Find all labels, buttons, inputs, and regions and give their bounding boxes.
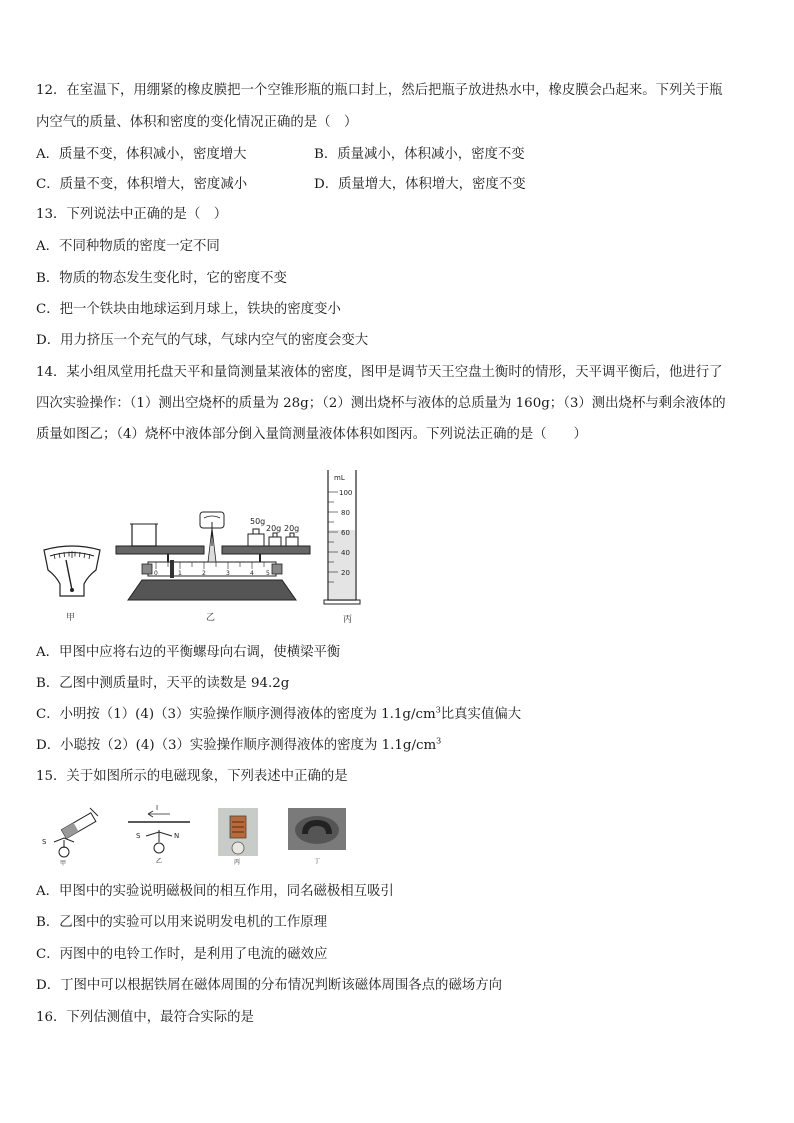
scale-num-5: 5 xyxy=(266,570,270,577)
fig15-bing-caption: 丙 xyxy=(234,859,241,866)
q13-stem: 13．下列说法中正确的是（ ） xyxy=(36,207,228,222)
q14-option-d-text: D．小聪按（2）(4)（3）实验操作顺序测得液体的密度为 1.1g/cm xyxy=(36,738,437,753)
current-wire-figure xyxy=(126,800,192,866)
q15-stem: 15．关于如图所示的电磁现象，下列表述中正确的是 xyxy=(36,769,348,784)
q15-option-d: D．丁图中可以根据铁屑在磁体周围的分布情况判断该磁体周围各点的磁场方向 xyxy=(36,978,503,993)
q14-option-a: A．甲图中应将右边的平衡螺母向右调，使横梁平衡 xyxy=(36,645,341,660)
weight-label-20g-b: 20g xyxy=(284,524,300,533)
scale-num-2: 2 xyxy=(202,570,206,577)
q13-option-c: C．把一个铁块由地球运到月球上，铁块的密度变小 xyxy=(36,302,341,317)
q14-option-c-sup: 3 xyxy=(435,705,441,715)
scale-num-3: 3 xyxy=(226,570,230,577)
iron-filings-figure xyxy=(288,808,346,866)
q14-option-c xyxy=(36,706,521,724)
q12-stem-line1: 12．在室温下，用绷紧的橡皮膜把一个空锥形瓶的瓶口封上，然后把瓶子放进热水中，橡皮膜会凸起来。下列关于瓶 xyxy=(36,83,723,98)
fig15-jia-caption: 甲 xyxy=(60,860,67,866)
balance-pointer-figure xyxy=(40,540,104,600)
q12-option-d: D．质量增大，体积增大，密度不变 xyxy=(314,177,526,192)
q14-option-d xyxy=(36,737,441,755)
q12-option-a: A．质量不变，体积减小，密度增大 xyxy=(36,147,247,162)
scale-num-1: 1 xyxy=(178,570,182,577)
q14-stem-line1: 14．某小组凤堂用托盘天平和量筒测量某液体的密度，图甲是调节天王空盘土衡时的情形，天平调平衡后，他进行了 xyxy=(36,365,723,380)
cylinder-tick-60: 60 xyxy=(341,529,350,537)
cylinder-unit: mL xyxy=(334,474,345,482)
cylinder-tick-100: 100 xyxy=(339,489,353,497)
q14-option-b: B．乙图中测质量时，天平的读数是 94.2g xyxy=(36,676,290,691)
fig-jia-caption: 甲 xyxy=(66,613,76,623)
fig15-yi-i-label: I xyxy=(156,804,159,812)
fig-yi-caption: 乙 xyxy=(206,613,216,623)
fig15-yi-s-label: S xyxy=(136,832,141,840)
fig15-yi-n-label: N xyxy=(174,832,180,840)
fig-bing-caption: 丙 xyxy=(343,615,353,625)
q16-stem: 16．下列估测值中，最符合实际的是 xyxy=(36,1010,254,1025)
q14-option-c-tail: 比真实值偏大 xyxy=(440,707,522,722)
fig15-jia-s-label: S xyxy=(42,838,47,846)
q12-option-c: C．质量不变，体积增大，密度减小 xyxy=(36,177,248,192)
q14-option-d-sup: 3 xyxy=(436,736,442,746)
q12-stem-line2: 内空气的质量、体积和密度的变化情况正确的是（ ） xyxy=(36,115,358,130)
q14-option-c-text: C．小明按（1）(4)（3）实验操作顺序测得液体的密度为 1.1g/cm xyxy=(36,707,436,722)
weight-label-50g: 50g xyxy=(250,517,266,526)
q12-option-b: B．质量减小，体积减小，密度不变 xyxy=(314,147,525,162)
scale-num-4: 4 xyxy=(250,570,254,577)
q14-stem-line3: 质量如图乙；（4）烧杯中液体部分倒入量筒测量液体体积如图丙。下列说法正确的是（ ） xyxy=(36,427,587,442)
fig15-ding-caption: 丁 xyxy=(314,858,321,865)
electric-bell-figure xyxy=(218,808,258,866)
graduated-cylinder-figure xyxy=(322,466,368,606)
fig15-yi-caption: 乙 xyxy=(156,858,163,865)
magnet-compass-figure xyxy=(40,804,106,866)
q15-option-a: A．甲图中的实验说明磁极间的相互作用，同名磁极相互吸引 xyxy=(36,884,394,899)
q14-stem-line2: 四次实验操作：（1）测出空烧杯的质量为 28g；（2）测出烧杯与液体的总质量为 160g；（3）测出烧杯与剩余液体的 xyxy=(36,396,726,411)
q13-option-d: D．用力挤压一个充气的气球，气球内空气的密度会变大 xyxy=(36,333,369,348)
balance-scale-figure xyxy=(112,500,312,604)
cylinder-tick-40: 40 xyxy=(341,549,350,557)
q15-option-b: B．乙图中的实验可以用来说明发电机的工作原理 xyxy=(36,915,328,930)
q13-option-a: A．不同种物质的密度一定不同 xyxy=(36,239,220,254)
q13-option-b: B．物质的物态发生变化时，它的密度不变 xyxy=(36,271,287,286)
scale-num-0: 0 xyxy=(154,570,158,577)
cylinder-tick-80: 80 xyxy=(341,509,350,517)
cylinder-tick-20: 20 xyxy=(341,569,350,577)
weight-label-20g-a: 20g xyxy=(266,524,282,533)
q15-option-c: C．丙图中的电铃工作时，是利用了电流的磁效应 xyxy=(36,947,328,962)
